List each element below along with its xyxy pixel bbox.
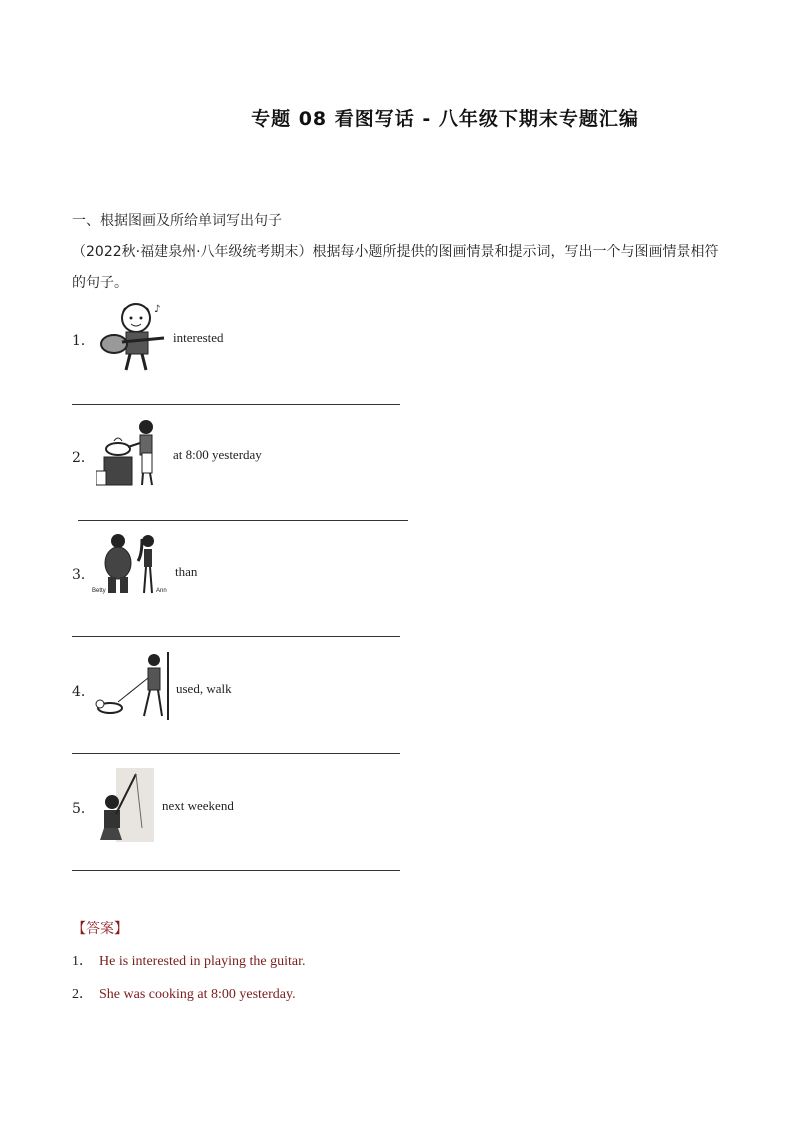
figure-label-betty: Betty: [92, 588, 106, 594]
question-3: [72, 531, 412, 621]
hint-word: used, walk: [176, 681, 232, 696]
answer-text: She was cooking at 8:00 yesterday.: [99, 987, 296, 1002]
answer-line[interactable]: [72, 636, 400, 637]
woman-cooking-picture: [96, 417, 162, 489]
hint-word: next weekend: [162, 798, 234, 813]
answer-text: He is interested in playing the guitar.: [99, 954, 306, 969]
section-heading: 一、根据图画及所给单词写出句子: [72, 213, 282, 229]
woman-walking-dog-picture: [94, 650, 170, 722]
question-number: 2．: [72, 450, 95, 466]
answer-line[interactable]: [72, 870, 400, 871]
page-title: 专题 08 看图写话 - 八年级下期末专题汇编: [251, 108, 639, 130]
question-number: 5．: [72, 801, 95, 817]
question-number: 3．: [72, 567, 95, 583]
boy-fishing-picture: [96, 768, 156, 842]
hint-word: than: [175, 564, 198, 579]
question-4: [72, 648, 412, 738]
question-number: 4．: [72, 684, 95, 700]
question-number: 1．: [72, 333, 95, 349]
question-1: [72, 298, 412, 388]
boy-playing-guitar-picture: [98, 300, 170, 374]
question-2: [72, 415, 412, 505]
figure-label-ann: Ann: [156, 588, 167, 594]
hint-word: interested: [173, 330, 224, 345]
answer-line[interactable]: [72, 404, 400, 405]
answer-1: [72, 950, 305, 970]
instructions: （2022秋·福建泉州·八年级统考期末）根据每小题所提供的图画情景和提示词，写出一个与图画情景相符的句子。: [72, 244, 719, 291]
answer-line[interactable]: [78, 520, 408, 521]
svg-text:♪: ♪: [154, 304, 161, 315]
answer-heading: 【答案】: [72, 921, 128, 937]
hint-word: at 8:00 yesterday: [173, 447, 262, 462]
answer-number: 2．: [72, 987, 93, 1002]
question-5: [72, 764, 412, 854]
answer-2: [72, 983, 296, 1003]
answer-number: 1．: [72, 954, 93, 969]
answer-line[interactable]: [72, 753, 400, 754]
